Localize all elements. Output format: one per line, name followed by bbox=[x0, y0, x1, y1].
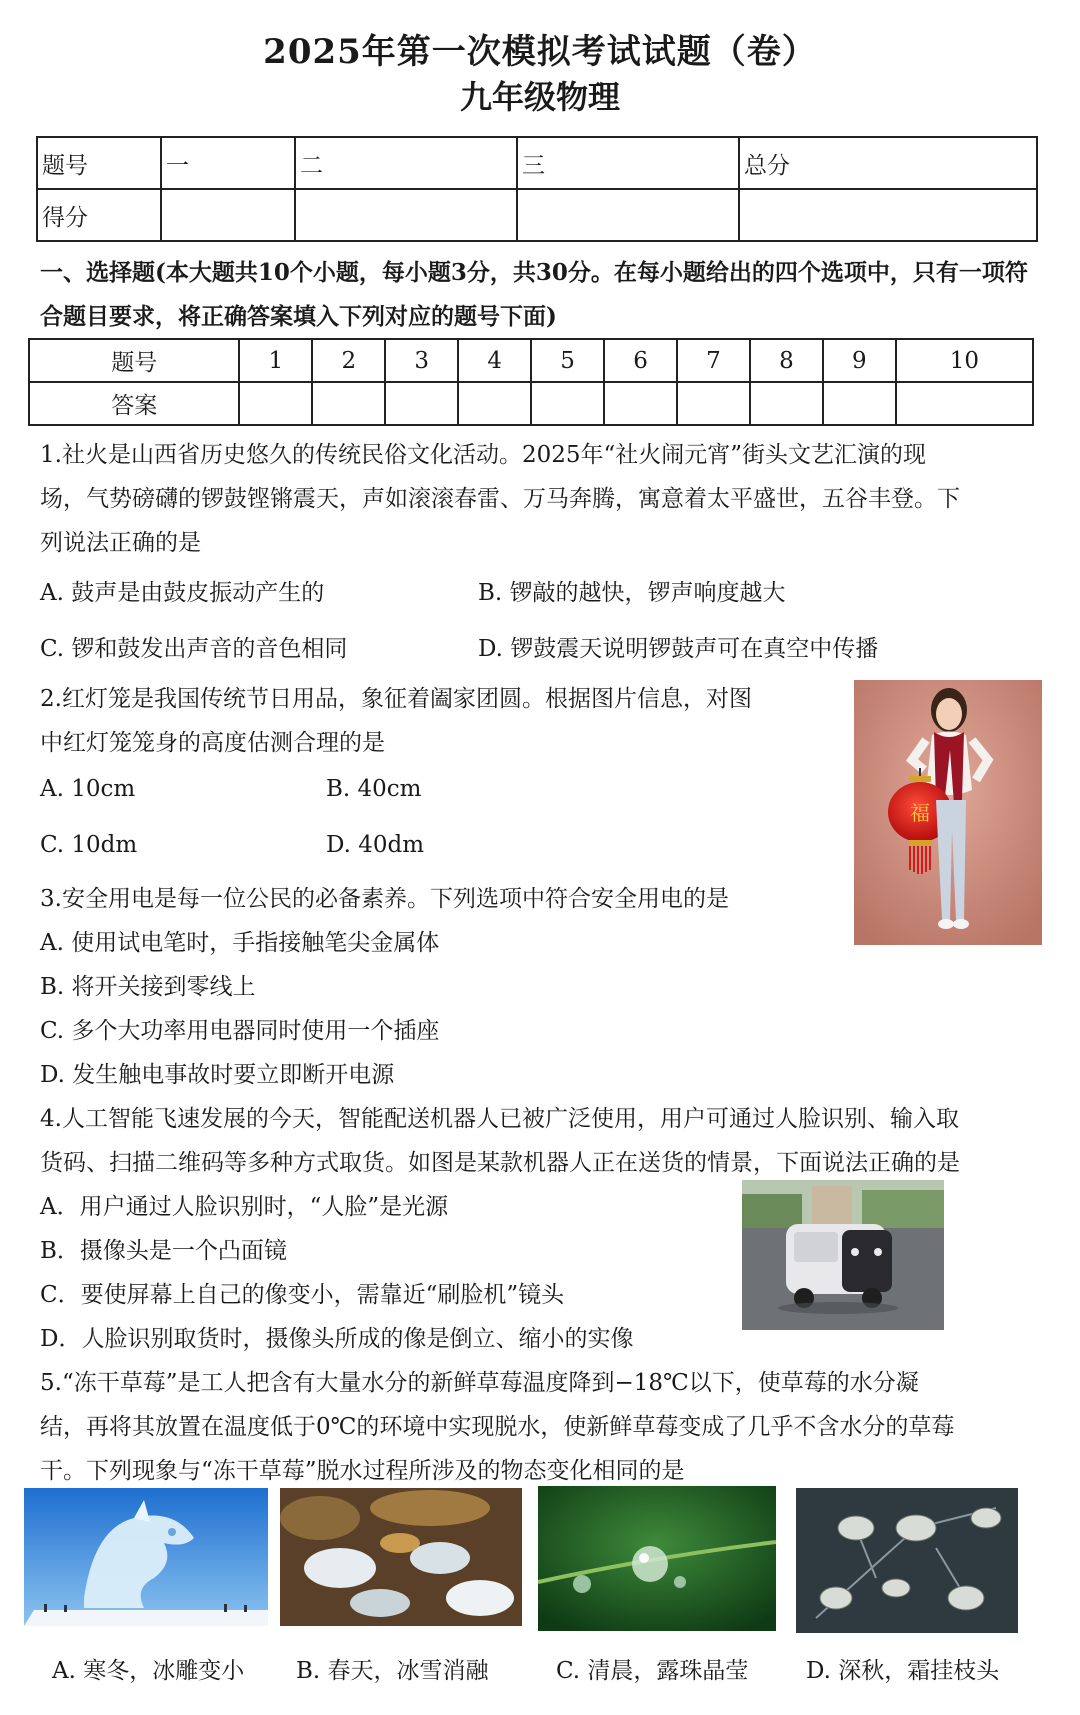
table-cell: 答案 bbox=[29, 382, 239, 425]
q5-caption-a: A. 寒冬，冰雕变小 bbox=[52, 1658, 245, 1684]
q5-caption-c: C. 清晨，露珠晶莹 bbox=[556, 1658, 749, 1684]
q2-option-d: D. 40dm bbox=[326, 832, 425, 858]
q2-stem-line: 中红灯笼笼身的高度估测合理的是 bbox=[40, 730, 385, 756]
table-row bbox=[37, 189, 1037, 241]
table-cell: 10 bbox=[896, 339, 1033, 382]
score-input-cell[interactable] bbox=[739, 189, 1037, 241]
q3-option-c: C. 多个大功率用电器同时使用一个插座 bbox=[40, 1018, 440, 1044]
score-input-cell[interactable] bbox=[295, 189, 517, 241]
answer-input-cell[interactable] bbox=[677, 382, 750, 425]
frost-photo bbox=[796, 1488, 1018, 1633]
q4-stem-line: 货码、扫描二维码等多种方式取货。如图是某款机器人正在送货的情景，下面说法正确的是 bbox=[40, 1150, 960, 1176]
table-cell: 三 bbox=[517, 137, 739, 189]
table-cell: 3 bbox=[385, 339, 458, 382]
lantern-character: 福 bbox=[910, 801, 930, 825]
answer-input-cell[interactable] bbox=[312, 382, 385, 425]
table-cell: 总分 bbox=[739, 137, 1037, 189]
q1-stem-line: 1.社火是山西省历史悠久的传统民俗文化活动。2025年“社火闹元宵”街头文艺汇演的现 bbox=[40, 442, 926, 468]
answer-input-cell[interactable] bbox=[458, 382, 531, 425]
score-input-cell[interactable] bbox=[161, 189, 295, 241]
dew-on-grass-image bbox=[538, 1486, 776, 1631]
exam-title: 2025年第一次模拟考试试题（卷） bbox=[263, 32, 817, 72]
q4-stem-line: 4.人工智能飞速发展的今天，智能配送机器人已被广泛使用，用户可通过人脸识别、输入取 bbox=[40, 1106, 959, 1132]
q4-option-a: A．用户通过人脸识别时，“人脸”是光源 bbox=[40, 1194, 449, 1220]
table-cell: 7 bbox=[677, 339, 750, 382]
answer-input-cell[interactable] bbox=[823, 382, 896, 425]
table-row bbox=[37, 137, 1037, 189]
q1-option-b: B. 锣敲的越快，锣声响度越大 bbox=[478, 580, 786, 606]
table-cell: 题号 bbox=[37, 137, 161, 189]
table-cell: 一 bbox=[161, 137, 295, 189]
q2-stem-line: 2.红灯笼是我国传统节日用品，象征着阖家团圆。根据图片信息，对图 bbox=[40, 686, 752, 712]
q1-option-c: C. 锣和鼓发出声音的音色相同 bbox=[40, 636, 348, 662]
answer-input-cell[interactable] bbox=[604, 382, 677, 425]
answer-input-cell[interactable] bbox=[385, 382, 458, 425]
table-cell: 9 bbox=[823, 339, 896, 382]
section-heading: 一、选择题(本大题共10个小题，每小题3分，共30分。在每小题给出的四个选项中，只有一项符合题目要求，将正确答案填入下列对应的题号下面) bbox=[40, 259, 1028, 330]
melting-ice-photo bbox=[280, 1488, 522, 1626]
exam-subtitle: 九年级物理 bbox=[459, 78, 620, 116]
q2-option-a: A. 10cm bbox=[40, 776, 136, 802]
q1-option-d: D. 锣鼓震天说明锣鼓声可在真空中传播 bbox=[478, 636, 879, 662]
answer-table bbox=[28, 338, 1034, 426]
q5-caption-b: B. 春天，冰雪消融 bbox=[296, 1658, 489, 1684]
q4-option-d: D．人脸识别取货时，摄像头所成的像是倒立、缩小的实像 bbox=[40, 1326, 634, 1352]
answer-input-cell[interactable] bbox=[896, 382, 1033, 425]
q3-option-b: B. 将开关接到零线上 bbox=[40, 974, 256, 1000]
delivery-robot-image bbox=[742, 1180, 944, 1330]
table-cell: 题号 bbox=[29, 339, 239, 382]
table-cell: 二 bbox=[295, 137, 517, 189]
answer-input-cell[interactable] bbox=[239, 382, 312, 425]
table-cell: 2 bbox=[312, 339, 385, 382]
ice-sculpture-photo bbox=[24, 1488, 268, 1626]
melting-snow-image bbox=[280, 1488, 522, 1626]
answer-input-cell[interactable] bbox=[531, 382, 604, 425]
q1-stem-line: 场，气势磅礴的锣鼓铿锵震天，声如滚滚春雷、万马奔腾，寓意着太平盛世，五谷丰登。下 bbox=[40, 486, 960, 512]
q4-option-c: C．要使屏幕上自己的像变小，需靠近“刷脸机”镜头 bbox=[40, 1282, 565, 1308]
dewdrop-photo bbox=[538, 1486, 776, 1631]
answer-input-cell[interactable] bbox=[750, 382, 823, 425]
table-cell: 6 bbox=[604, 339, 677, 382]
table-cell: 8 bbox=[750, 339, 823, 382]
q4-option-b: B．摄像头是一个凸面镜 bbox=[40, 1238, 287, 1264]
table-row bbox=[29, 339, 1033, 382]
frost-on-leaves-image bbox=[796, 1488, 1018, 1633]
q5-stem-line: 5.“冻干草莓”是工人把含有大量水分的新鲜草莓温度降到−18℃以下，使草莓的水分凝 bbox=[40, 1370, 919, 1396]
table-cell: 得分 bbox=[37, 189, 161, 241]
table-cell: 1 bbox=[239, 339, 312, 382]
score-input-cell[interactable] bbox=[517, 189, 739, 241]
q3-stem: 3.安全用电是每一位公民的必备素养。下列选项中符合安全用电的是 bbox=[40, 886, 729, 912]
table-cell: 5 bbox=[531, 339, 604, 382]
q5-stem-line: 干。下列现象与“冻干草莓”脱水过程所涉及的物态变化相同的是 bbox=[40, 1458, 685, 1484]
q3-option-a: A. 使用试电笔时，手指接触笔尖金属体 bbox=[40, 930, 440, 956]
q3-option-d: D. 发生触电事故时要立即断开电源 bbox=[40, 1062, 395, 1088]
q2-option-c: C. 10dm bbox=[40, 832, 138, 858]
q5-stem-line: 结，再将其放置在温度低于0℃的环境中实现脱水，使新鲜草莓变成了几乎不含水分的草莓 bbox=[40, 1414, 955, 1440]
table-cell: 4 bbox=[458, 339, 531, 382]
ice-dragon-image bbox=[24, 1488, 268, 1626]
q2-option-b: B. 40cm bbox=[326, 776, 422, 802]
q1-option-a: A. 鼓声是由鼓皮振动产生的 bbox=[40, 580, 325, 606]
lantern-photo bbox=[854, 680, 1042, 945]
delivery-robot-photo bbox=[742, 1180, 944, 1330]
q5-caption-d: D. 深秋，霜挂枝头 bbox=[806, 1658, 1000, 1684]
woman-with-lantern-image bbox=[854, 680, 1042, 945]
score-table bbox=[36, 136, 1038, 242]
q1-stem-line: 列说法正确的是 bbox=[40, 530, 201, 556]
table-row bbox=[29, 382, 1033, 425]
